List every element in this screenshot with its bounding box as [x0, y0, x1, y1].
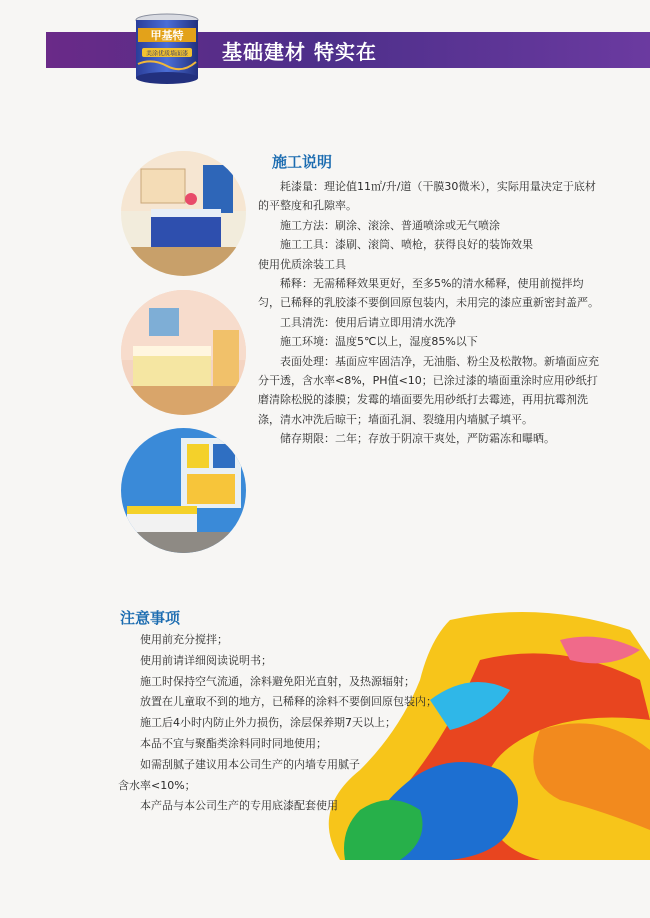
paragraph-dilution-a: 稀释：无需稀释效果更好，: [280, 277, 412, 291]
paragraph-dilution: [258, 274, 603, 313]
notice-item: 本产品与本公司生产的专用底漆配套使用: [140, 799, 338, 813]
header-slogan: 基础建材 特实在: [222, 40, 377, 64]
bedroom-photo-2: [121, 290, 246, 415]
paragraph-cleaning: 工具清洗：使用后请立即用清水洗净: [280, 315, 456, 329]
paragraph-environment: 施工环境：温度5℃以上，湿度85%以下: [280, 335, 478, 349]
paragraph-surface: 表面处理：基面应牢固洁净，无油脂、粉尘及松散物。新墙面应充分干透，含水率<8%，PH值<10；已涂过漆的墙面重涂时应用砂纸打磨清除松脱的漆膜；发霉的墙面要先用砂纸打去霉迹，再用抗霉剂洗涤，清水冲洗后晾干；墙面孔洞、裂缝用内墙腻子填平。: [258, 354, 599, 426]
bedroom-photo-3: [121, 428, 246, 553]
notice-item: 本品不宜与聚酯类涂料同时同地使用；: [140, 736, 327, 750]
paragraph-method: 施工方法：刷涂、滚涂、普通喷涂或无气喷涂: [280, 218, 500, 232]
notice-item: 施工后4小时内防止外力损伤，涂层保养期7天以上；: [140, 716, 396, 730]
notice-title: 注意事项: [120, 609, 181, 627]
notice-item: 如需刮腻子建议用本公司生产的内墙专用腻子: [140, 757, 360, 771]
notice-item: 使用前充分搅拌；: [140, 633, 228, 646]
paragraph-tools-cont: 使用优质涂装工具: [258, 257, 346, 271]
construction-body: [258, 177, 603, 449]
notice-item: 含水率<10%；: [118, 778, 196, 792]
notice-item: 施工时保持空气流通，涂料避免阳光直射，及热源辐射；: [140, 674, 415, 688]
brand-text: 甲基特: [150, 29, 184, 42]
notice-item: 使用前请详细阅读说明书；: [140, 653, 272, 667]
bedroom-photo-1: [121, 151, 246, 276]
paragraph-tools: 施工工具：漆刷、滚筒、喷枪，获得良好的装饰效果: [280, 238, 533, 252]
can-label-text: 美涂优质墙面漆: [145, 50, 189, 58]
paragraph-storage: 储存期限：二年；存放于阴凉干爽处，严防霜冻和曝晒。: [280, 432, 555, 446]
notice-list: [118, 630, 608, 817]
paragraph-consumption: 耗漆量：理论值11㎡/升/道（干膜30微米），实际用量决定于底材的平整度和孔隙率。: [258, 180, 596, 213]
notice-item: 放置在儿童取不到的地方，已稀释的涂料不要倒回原包装内；: [140, 695, 437, 709]
construction-title: 施工说明: [272, 153, 333, 171]
paint-can-logo: [132, 12, 202, 86]
paragraph-dilution-b: 至多5%的清水稀释，使用前搅拌均匀，已稀释的乳胶漆不要倒回原包装内，未用完的漆应重新密封盖严。: [258, 277, 599, 310]
